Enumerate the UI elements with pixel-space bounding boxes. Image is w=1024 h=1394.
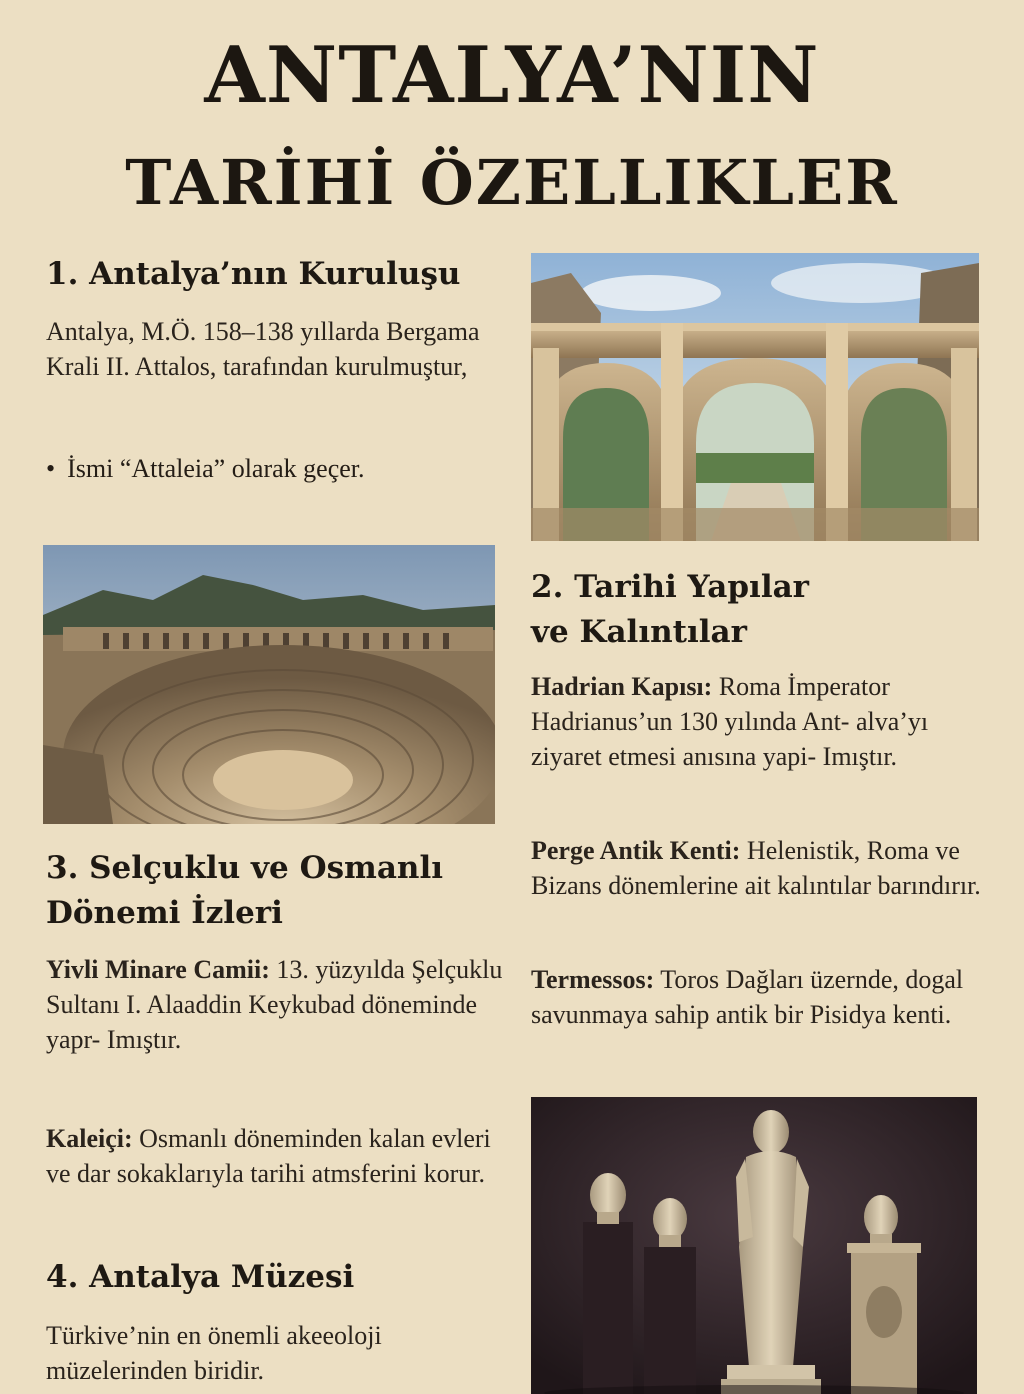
perge-entry	[531, 833, 996, 903]
kaleici-text: Osmanlı döneminden kalan evleri ve dar sokaklarıyla tarihi atmsferini korur.	[46, 1124, 491, 1188]
termessos-term: Termessos:	[531, 965, 655, 994]
termessos-entry	[531, 962, 1006, 1032]
museum-statues-image	[531, 1097, 977, 1394]
yivli-minare-entry	[46, 952, 506, 1057]
ancient-theatre-image	[43, 545, 495, 824]
hadrian-gate-text: Roma İmperator Hadrianus’un 130 yılında Ant- alva’yı ziyaret etmesi anısına yapi- Imıştır.	[531, 672, 929, 771]
section2-heading-line2: ve Kalıntılar	[531, 614, 747, 650]
perge-term: Perge Antik Kenti:	[531, 836, 741, 865]
page-title-line1: ANTALYA’NIN	[204, 30, 820, 121]
hadrian-gate-image	[531, 253, 979, 541]
termessos-text: Toros Dağları üzernde, dogal savunmaya sahip antik bir Pisidya kenti.	[531, 965, 964, 1029]
section1-paragraph: Antalya, M.Ö. 158–138 yıllarda Bergama Krali II. Attalos, tarafından kurulmuştur,	[46, 317, 480, 381]
perge-text: Helenistik, Roma ve Bizans dönemlerine ait kalıntılar barındırır.	[531, 836, 981, 900]
hadrian-gate-entry	[531, 669, 996, 774]
section2-heading-line1: 2. Tarihi Yapılar	[531, 569, 810, 605]
section4-heading: 4. Antalya Müzesi	[46, 1259, 355, 1295]
section3-heading-line2: Dönemi İzleri	[46, 895, 283, 931]
section1-bullet: • İsmi “Attaleia” olarak geçer.	[46, 452, 516, 486]
kaleici-term: Kaleiçi:	[46, 1124, 133, 1153]
page-title-line2: TARİHİ ÖZELLIKLER	[125, 146, 899, 219]
section3-heading-line1: 3. Selçuklu ve Osmanlı	[46, 850, 444, 886]
yivli-minare-text: 13. yüzyılda Şelçuklu Sultanı I. Alaaddin Keykubad döneminde yapr- Imıştır.	[46, 955, 503, 1054]
kaleici-entry	[46, 1121, 506, 1191]
yivli-minare-term: Yivli Minare Camii:	[46, 955, 270, 984]
section1-heading: 1. Antalya’nın Kuruluşu	[46, 256, 461, 292]
hadrian-gate-term: Hadrian Kapısı:	[531, 672, 713, 701]
section4-paragraph: Türkive’nin en önemli akeeoloji müzelerinden biridir.	[46, 1321, 382, 1385]
